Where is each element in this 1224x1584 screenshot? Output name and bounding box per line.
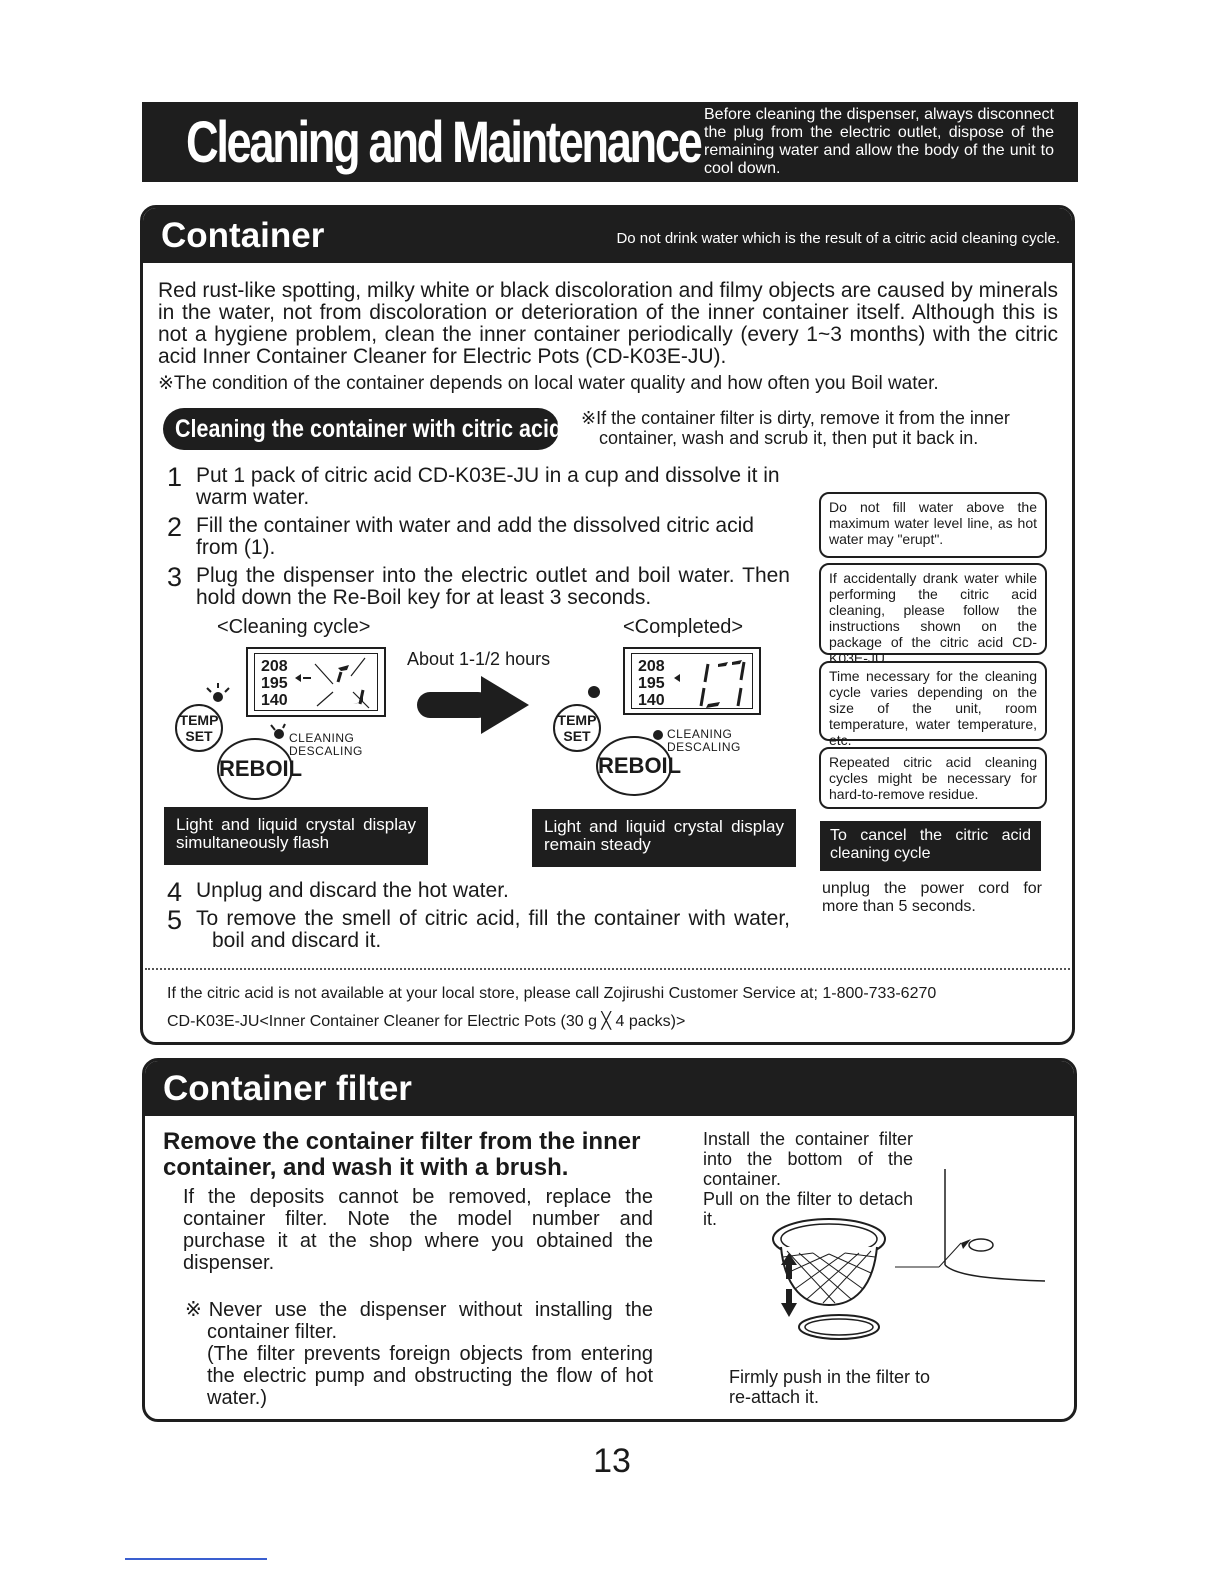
lcd-segment-icon [293,656,381,712]
container-filter-section [142,1058,1077,1422]
cancel-cycle-title: To cancel the citric acid cleaning cycle [820,821,1041,871]
steady-status-box: Light and liquid crystal display remain steady [532,809,796,867]
temp-set-button-diagram: TEMP SET [175,704,223,752]
section-divider [145,968,1070,970]
install-filter-text: Install the container filter into the bottom of the container. [703,1129,913,1189]
cleaning-cycle-label: <Cleaning cycle> [217,616,371,638]
page-number: 13 [593,1442,631,1480]
container-intro: Red rust-like spotting, milky white or black discoloration and filmy objects are caused by minerals in the water, not from discoloration or deterioration of the inner container itself. Although this is not a hygiene problem, clean the inner container periodically (every 1~3 months) with the citric acid Inner Container Cleaner for Electric Pots (CD-K03E-JU). [158,279,1058,368]
pull-filter-text: Pull on the filter to detach it. [703,1189,913,1229]
filter-instruction-heading: Remove the container filter from the inner container, and wash it with a brush. [163,1128,641,1181]
lcd-segment-complete-icon [672,656,754,712]
container-section [140,205,1075,1045]
filter-purpose-note: (The filter prevents foreign objects from entering the electric pump and obstructing the flow of hot water.) [207,1343,653,1409]
step-text: Plug the dispenser into the electric outlet and boil water. Then hold down the Re-Boil key for at least 3 seconds. [196,564,790,609]
never-use-note: ※Never use the dispenser without installing the container filter. [185,1299,653,1343]
step-number: 5 [167,905,183,935]
temp-set-button-diagram-completed: TEMP SET [553,704,601,752]
cleaning-heading-label: Cleaning the container with citric acid [175,415,563,443]
push-filter-text: Firmly push in the filter to re-attach it. [729,1367,931,1407]
side-note-max-level: Do not fill water above the maximum water level line, as hot water may "erupt". [819,492,1047,558]
lcd-temp-140: 140 [638,692,665,709]
safety-note: Before cleaning the dispenser, always disconnect the plug from the electric outlet, dispose of the remaining water and allow the body of the unit to cool down. [704,106,1054,177]
lcd-display-cleaning [246,647,386,717]
filter-section-title: Container filter [163,1069,412,1108]
container-section-title: Container [161,216,325,255]
condition-note: ※The condition of the container depends on local water quality and how often you Boil water. [158,373,939,394]
drinking-warning: Do not drink water which is the result of a citric acid cleaning cycle. [616,230,1060,247]
cancel-cycle-text: unplug the power cord for more than 5 seconds. [822,880,1042,915]
right-arrow-icon [415,674,531,738]
product-code-note: CD-K03E-JU<Inner Container Cleaner for Electric Pots (30 g ╳ 4 packs)> [167,1013,686,1030]
filter-section-header [145,1061,1074,1116]
step-number: 3 [167,562,183,592]
step-text: Put 1 pack of citric acid CD-K03E-JU in a cup and dissolve it in warm water. [196,464,780,509]
step-text: Fill the container with water and add the dissolved citric acid from (1). [196,514,754,559]
page-title: Cleaning and Maintenance [186,110,701,175]
cleaning-indicator-label: CLEANING [289,731,355,745]
filter-illustration [755,1139,1055,1361]
cleaning-indicator-label: CLEANING [667,727,733,741]
filter-dirty-note: ※If the container filter is dirty, remove it from the inner container, wash and scrub it, then put it back in. [581,408,1010,448]
reboil-button-diagram: REBOIL [217,738,293,800]
flash-status-box: Light and liquid crystal display simultaneously flash [164,807,428,865]
lcd-temp-195: 195 [261,675,288,692]
lcd-temp-140: 140 [261,692,288,709]
side-note-repeated-cycles: Repeated citric acid cleaning cycles might be necessary for hard-to-remove residue. [819,747,1047,809]
step-number: 1 [167,462,183,492]
step-text: To remove the smell of citric acid, fill the container with water, boil and discard it. [196,907,790,952]
page-header [142,102,1078,182]
lcd-display-completed [623,647,761,715]
lcd-temp-208: 208 [261,658,288,675]
step-number: 4 [167,877,183,907]
filter-replace-text: If the deposits cannot be removed, replace the container filter. Note the model number and purchase it at the shop where you obtained the dispenser. [183,1186,653,1274]
cleaning-light-icon [267,722,289,742]
lcd-temp-195: 195 [638,675,665,692]
descaling-indicator-label: DESCALING [289,744,363,758]
cleaning-heading-pill [163,408,563,450]
completed-label: <Completed> [623,616,744,638]
customer-service-note: If the citric acid is not available at your local store, please call Zojirushi Customer Service at; 1-800-733-6270 [167,985,937,1002]
reboil-button-diagram-completed: REBOIL [596,736,672,796]
steady-light-icon [586,684,602,700]
descaling-indicator-label: DESCALING [667,740,741,754]
step-number: 2 [167,512,183,542]
duration-label: About 1-1/2 hours [407,649,551,669]
footer-rule [125,1558,267,1560]
step-text: Unplug and discard the hot water. [196,879,509,902]
side-note-cycle-time: Time necessary for the cleaning cycle varies depending on the size of the unit, room temperature, water temperature, etc. [819,661,1047,741]
cleaning-steady-icon [651,728,665,742]
container-section-header [143,208,1072,263]
side-note-accidental-drink: If accidentally drank water while performing the citric acid cleaning, please follow the instructions shown on the package of the citric acid CD-K03E-JU. [819,563,1047,655]
lcd-temp-208: 208 [638,658,665,675]
